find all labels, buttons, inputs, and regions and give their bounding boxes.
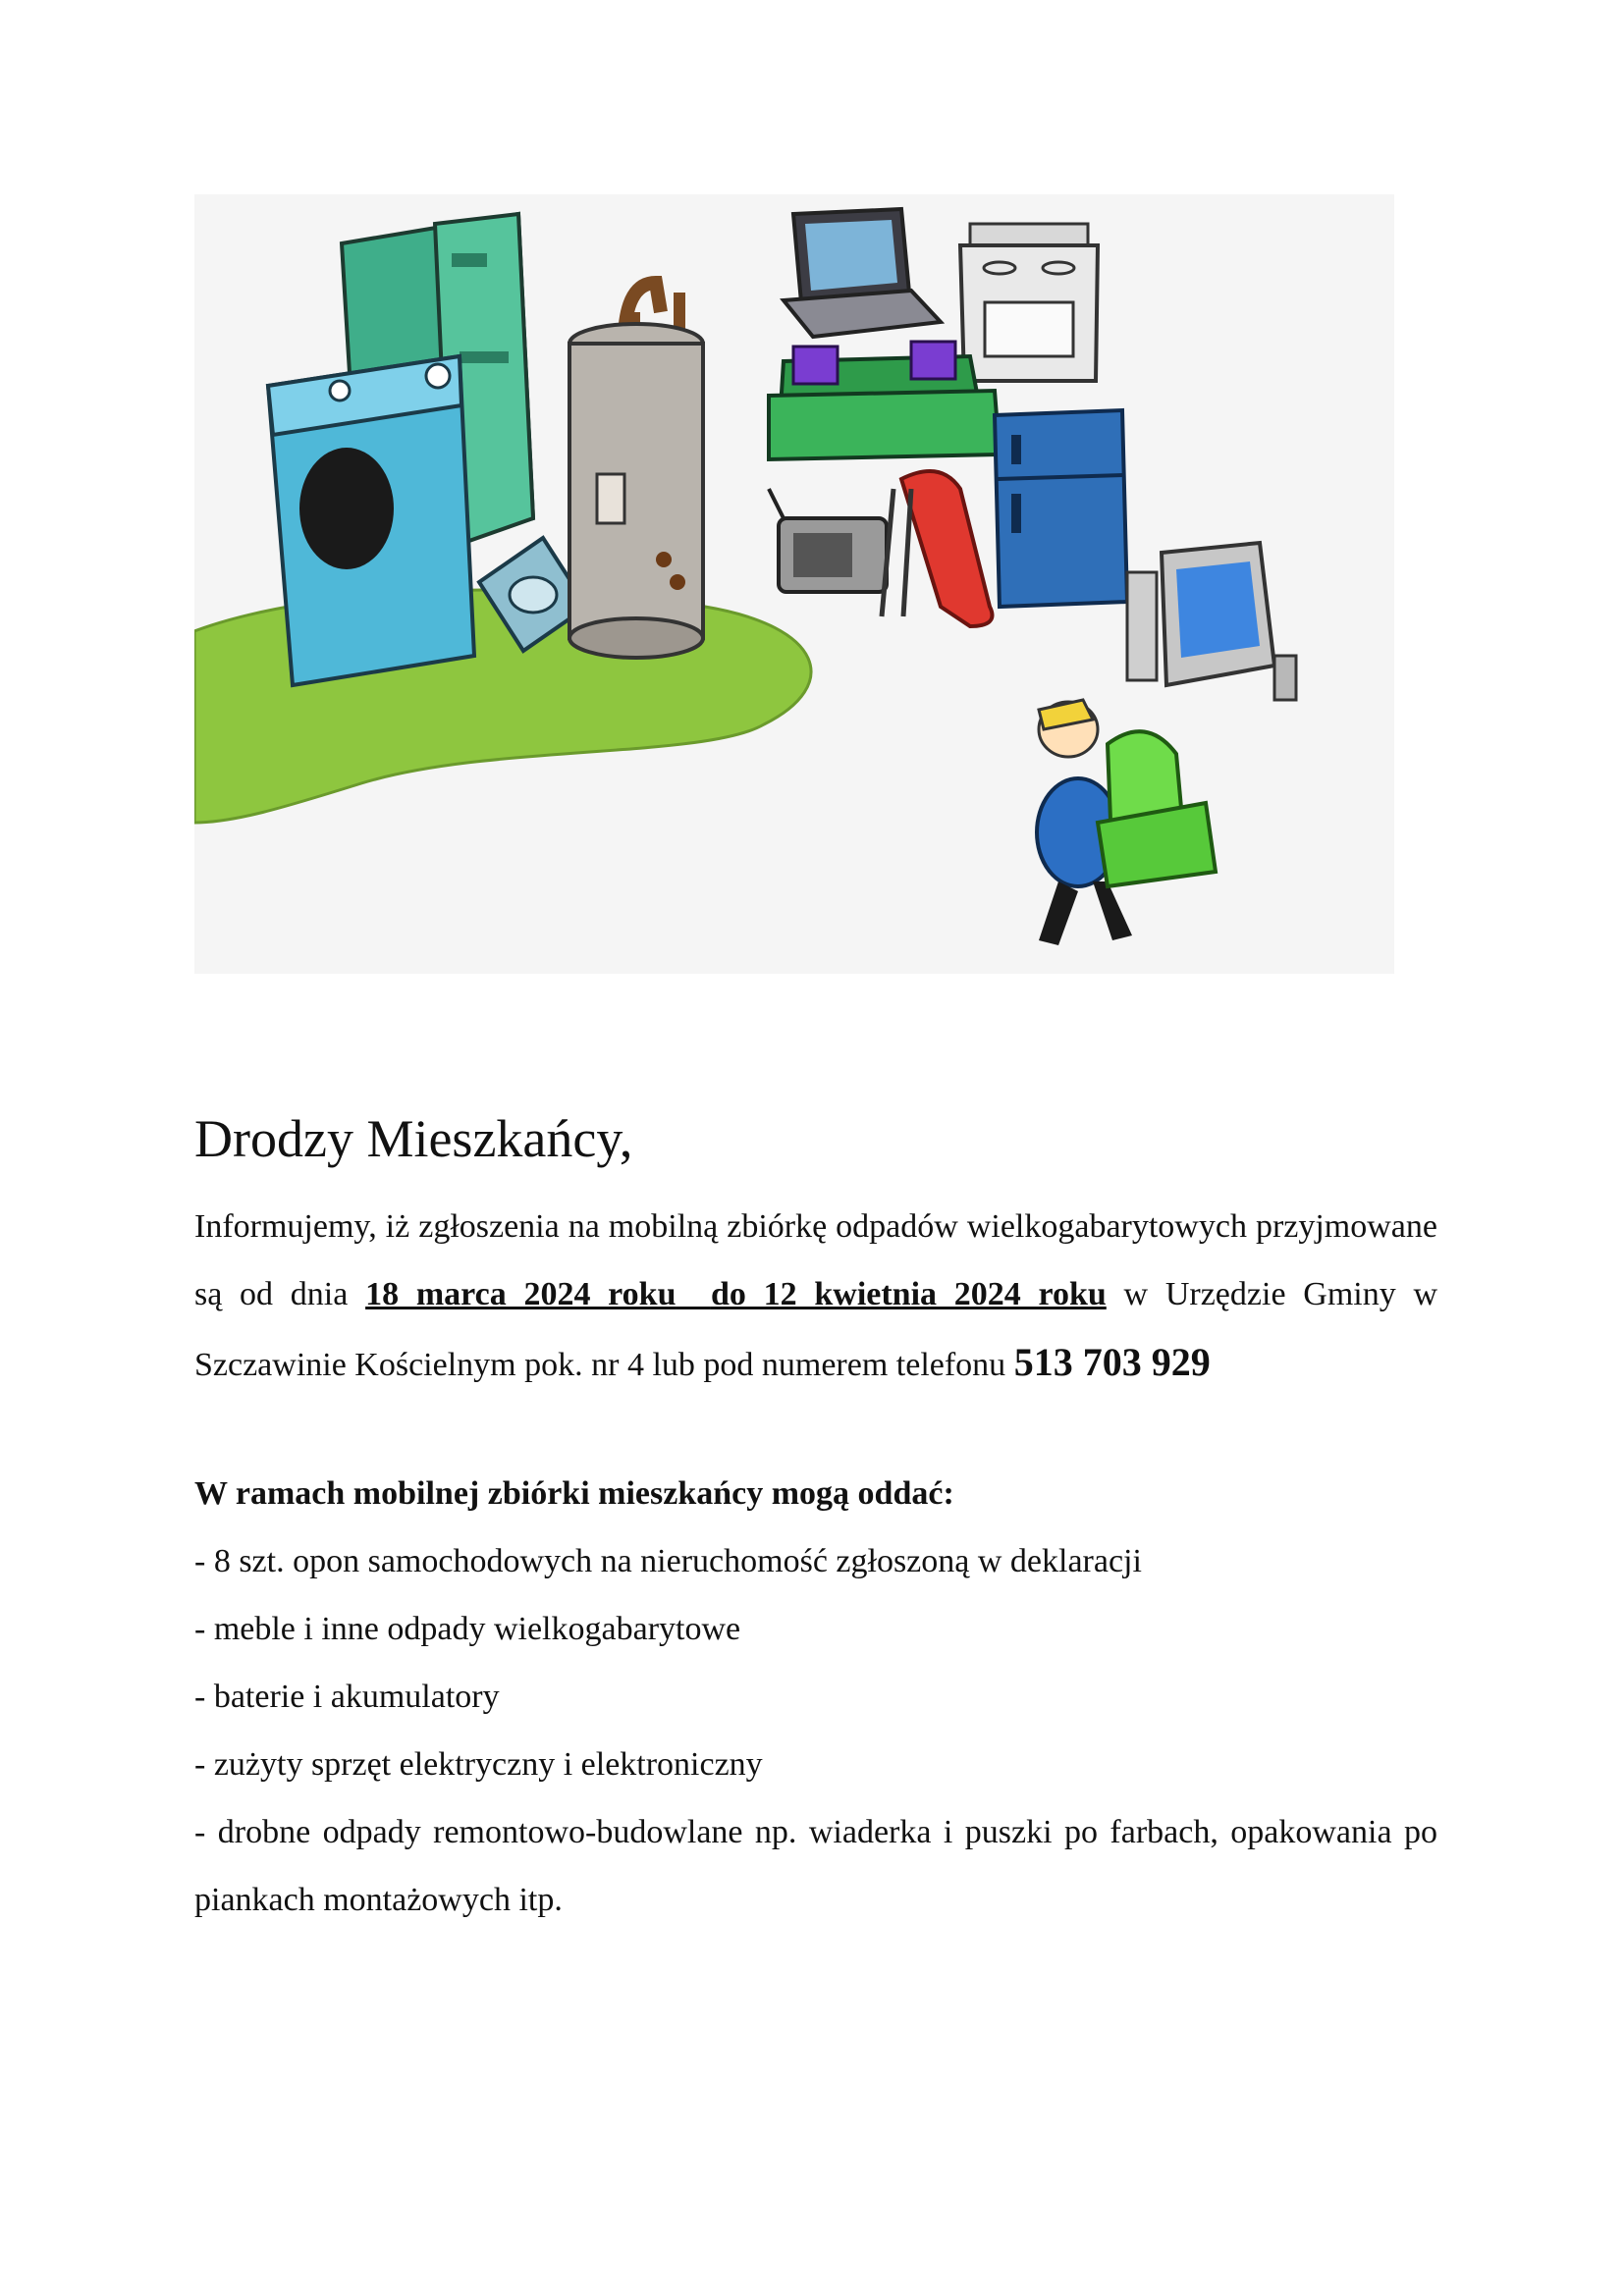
list-item: - 8 szt. opon samochodowych na nieruchomość zgłoszoną w deklaracji: [194, 1542, 1142, 1579]
phone-number: 513 703 929: [1013, 1339, 1211, 1384]
water-heater-icon: [569, 283, 703, 658]
date-gap: [676, 1276, 710, 1312]
list-item: - baterie i akumulatory: [194, 1678, 500, 1715]
announcement: [194, 1107, 1437, 1934]
list-item: - zużyty sprzęt elektryczny i elektroniczny: [194, 1745, 763, 1783]
greeting-heading: Drodzy Mieszkańcy,: [194, 1109, 633, 1168]
bulky-waste-illustration: [194, 194, 1394, 974]
accepted-items-list: [194, 1527, 1437, 1934]
intro-paragraph: [194, 1193, 1437, 1399]
list-item: - drobne odpady remontowo-budowlane np. wiaderka i puszki po farbach, opakowania po piankach montażowych itp.: [194, 1813, 1437, 1918]
sofa-icon: [769, 342, 1000, 459]
date-to: do 12 kwietnia 2024 roku: [710, 1275, 1107, 1312]
blue-fridge-icon: [995, 410, 1127, 607]
section-heading: W ramach mobilnej zbiórki mieszkańcy mogą oddać:: [194, 1474, 954, 1512]
list-item: - meble i inne odpady wielkogabarytowe: [194, 1610, 741, 1647]
intro-text-end: w Urzędzie Gminy w Szczawinie Kościelnym pok. nr 4 lub pod numerem telefonu: [194, 1275, 1438, 1383]
intro-text-start: Informujemy, iż zgłoszenia na mobilną zbiórkę odpadów wielkogabarytowych przyjmowane są od dnia: [194, 1207, 1437, 1312]
stove-icon: [960, 224, 1098, 381]
date-from: 18 marca 2024 roku: [365, 1275, 677, 1312]
